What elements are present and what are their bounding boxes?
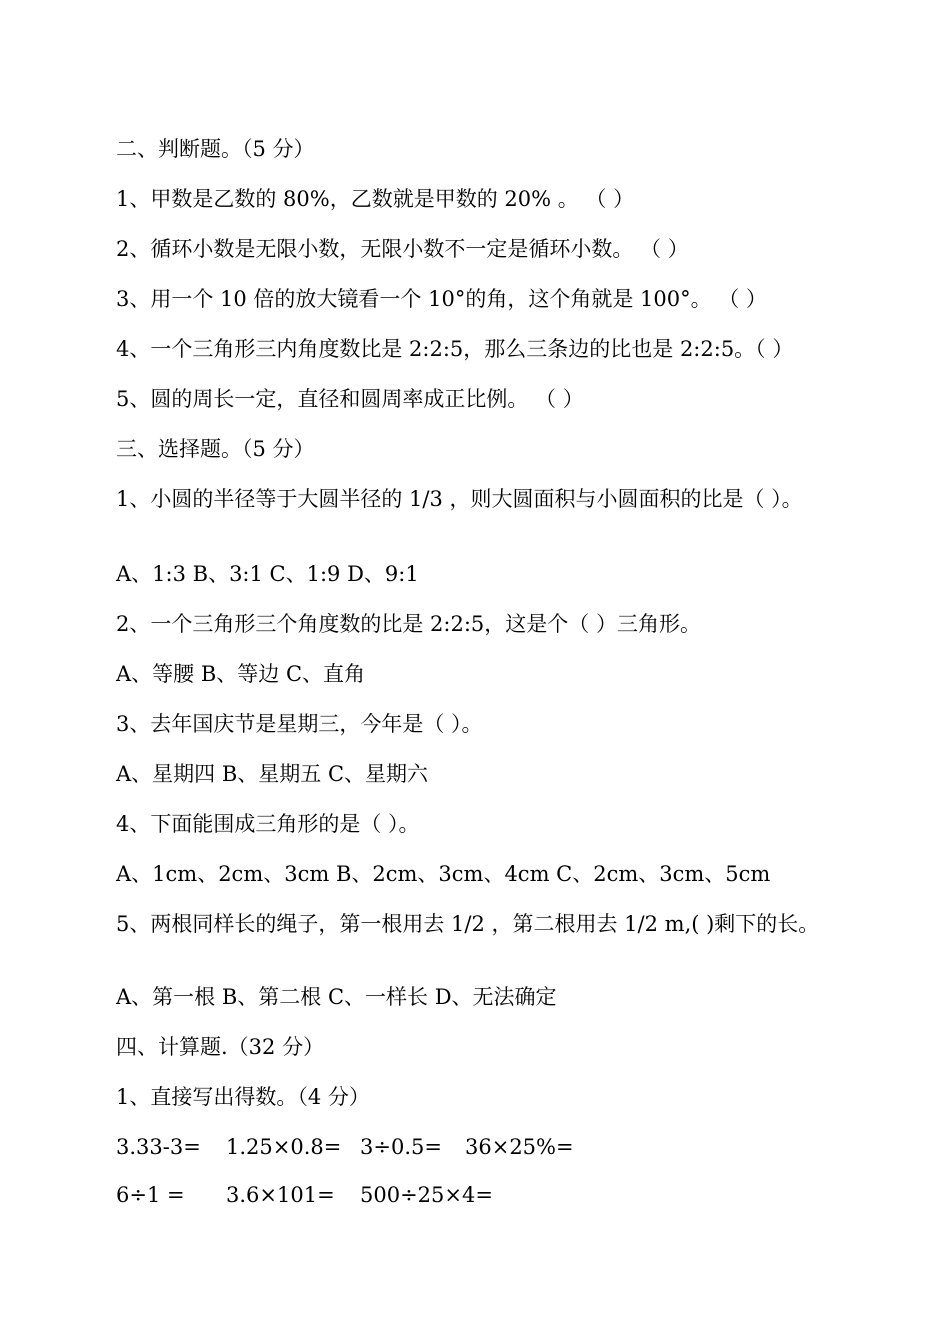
judge-item-1: 1、甲数是乙数的 80%，乙数就是甲数的 20% 。 （ ） [116,187,635,211]
choice-question-5: 5、两根同样长的绳子，第一根用去 1/2 ，第二根用去 1/2 m,( )剩下的长。 [116,912,820,936]
calc-problem: 500÷25×4= [360,1183,493,1207]
choice-options-4: A、1cm、2cm、3cm B、2cm、3cm、4cm C、2cm、3cm、5cm [116,862,771,886]
judge-item-2: 2、循环小数是无限小数，无限小数不一定是循环小数。 （ ） [116,237,689,261]
calc-problem: 6÷1 = [116,1183,185,1207]
calc-section-title: 四、计算题.（32 分） [116,1035,325,1059]
judge-item-3: 3、用一个 10 倍的放大镜看一个 10°的角，这个角就是 100°。 （ ） [116,287,767,311]
calc-problem: 36×25%= [465,1135,574,1159]
judge-item-5: 5、圆的周长一定，直径和圆周率成正比例。 （ ） [116,387,584,411]
choice-options-1: A、1:3 B、3:1 C、1:9 D、9:1 [116,562,419,586]
choice-options-2: A、等腰 B、等边 C、直角 [116,662,366,686]
choice-question-3: 3、去年国庆节是星期三，今年是（ ）。 [116,712,483,736]
choice-options-5: A、第一根 B、第二根 C、一样长 D、无法确定 [116,985,557,1009]
choice-question-1: 1、小圆的半径等于大圆半径的 1/3 ，则大圆面积与小圆面积的比是（ ）。 [116,487,803,511]
calc-row-2 [116,1177,836,1213]
choice-section-title: 三、选择题。（5 分） [116,437,315,461]
judge-item-4: 4、一个三角形三内角度数比是 2:2:5，那么三条边的比也是 2:2:5。（ ） [116,337,794,361]
calc-row-1 [116,1129,836,1165]
choice-options-3: A、星期四 B、星期五 C、星期六 [116,762,429,786]
calc-problem: 3.6×101= [226,1183,335,1207]
calc-problem: 3÷0.5= [360,1135,442,1159]
choice-question-2: 2、一个三角形三个角度数的比是 2:2:5，这是个（ ）三角形。 [116,612,701,636]
judge-section-title: 二、判断题。（5 分） [116,137,315,161]
calc-problem: 3.33-3= [116,1135,201,1159]
calc-subsection-1: 1、直接写出得数。（4 分） [116,1085,370,1109]
choice-question-4: 4、下面能围成三角形的是（ ）。 [116,812,420,836]
calc-problem: 1.25×0.8= [226,1135,342,1159]
